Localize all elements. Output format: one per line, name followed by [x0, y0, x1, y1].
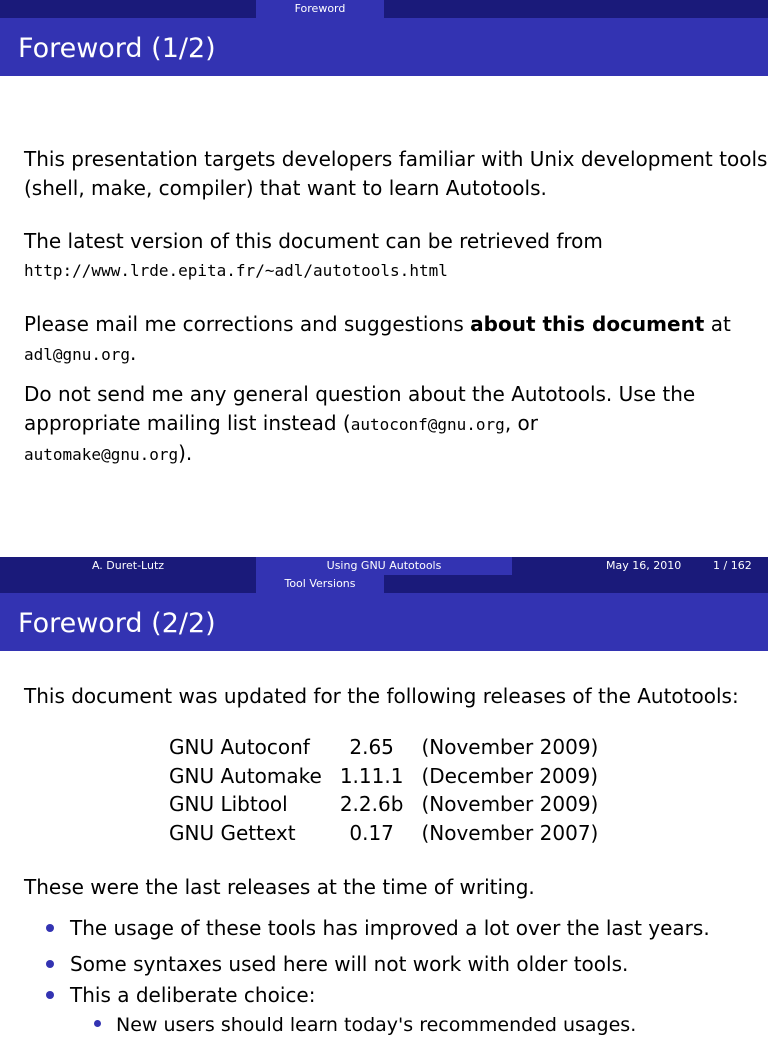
document-url-link[interactable]: http://www.lrde.epita.fr/~adl/autotools.html: [24, 261, 448, 280]
release-date: (November 2007): [421, 820, 599, 845]
tool-name: GNU Gettext: [169, 820, 296, 845]
bullet-icon: [46, 924, 54, 932]
bullet-icon: [46, 991, 54, 999]
paragraph-mailing-list: [24, 380, 695, 469]
email-link[interactable]: adl@gnu.org: [24, 345, 130, 364]
text-fragment: , or: [504, 411, 538, 435]
releases-intro: This document was updated for the following releases of the Autotools:: [24, 684, 739, 708]
navigation-bar: [0, 575, 768, 593]
text-fragment: appropriate mailing list instead (: [24, 411, 351, 435]
tool-name: GNU Autoconf: [169, 735, 310, 759]
text-line: This presentation targets developers familiar with Unix development tools: [24, 147, 768, 171]
bullet-icon: [46, 960, 54, 968]
text-fragment: .: [129, 341, 137, 365]
releases-table: [163, 733, 604, 847]
list-item: The usage of these tools has improved a lot over the last years.: [70, 916, 710, 940]
footer-date-page: [512, 557, 768, 575]
navigation-bar: [0, 0, 768, 18]
email-link-automake[interactable]: automake@gnu.org: [24, 445, 179, 464]
paragraph-corrections: [24, 310, 731, 369]
footer-author: A. Duret-Lutz: [0, 557, 256, 575]
list-item: This a deliberate choice:: [70, 983, 316, 1007]
text-line: (shell, make, compiler) that want to learn Autotools.: [24, 176, 547, 200]
paragraph-audience: [24, 145, 767, 203]
table-row: [163, 790, 604, 819]
sub-list-item: New users should learn today's recommended usages.: [116, 1014, 637, 1036]
tool-name: GNU Libtool: [169, 792, 288, 817]
text-fragment: at: [704, 312, 731, 336]
section-label[interactable]: Tool Versions: [256, 575, 384, 593]
text-line: The latest version of this document can be retrieved from: [24, 229, 603, 253]
release-date: (November 2009): [421, 792, 599, 817]
footer-title: Using GNU Autotools: [256, 557, 512, 575]
list-item: Some syntaxes used here will not work with older tools.: [70, 952, 629, 976]
frame-title: Foreword (1/2): [18, 33, 216, 64]
email-link-autoconf[interactable]: autoconf@gnu.org: [350, 415, 505, 434]
release-date: (November 2009): [421, 735, 599, 759]
release-date: (December 2009): [421, 763, 599, 788]
tool-version: 1.11.1: [339, 763, 404, 788]
tool-version: 2.65: [349, 735, 394, 759]
footer-date: May 16, 2010: [606, 559, 682, 572]
text-line: Do not send me any general question about the Autotools. Use the: [24, 382, 696, 406]
text-fragment: Please mail me corrections and suggestions: [24, 312, 471, 336]
paragraph-latest-version: [24, 227, 603, 285]
tool-version: 0.17: [349, 820, 394, 845]
table-row: [163, 733, 604, 762]
emphasis-text: about this document: [470, 312, 705, 336]
releases-note: These were the last releases at the time of writing.: [24, 875, 535, 899]
footer-bar: [0, 557, 768, 575]
section-label[interactable]: Foreword: [256, 0, 384, 18]
footer-page-number: 1 / 162: [713, 559, 752, 572]
table-row: [163, 819, 604, 848]
tool-version: 2.2.6b: [339, 792, 404, 817]
frame-title: Foreword (2/2): [18, 608, 216, 639]
frame-title-bar: [0, 18, 768, 76]
frame-title-bar: [0, 593, 768, 651]
table-row: [163, 762, 604, 791]
tool-name: GNU Automake: [169, 763, 322, 788]
text-fragment: ).: [178, 441, 193, 465]
